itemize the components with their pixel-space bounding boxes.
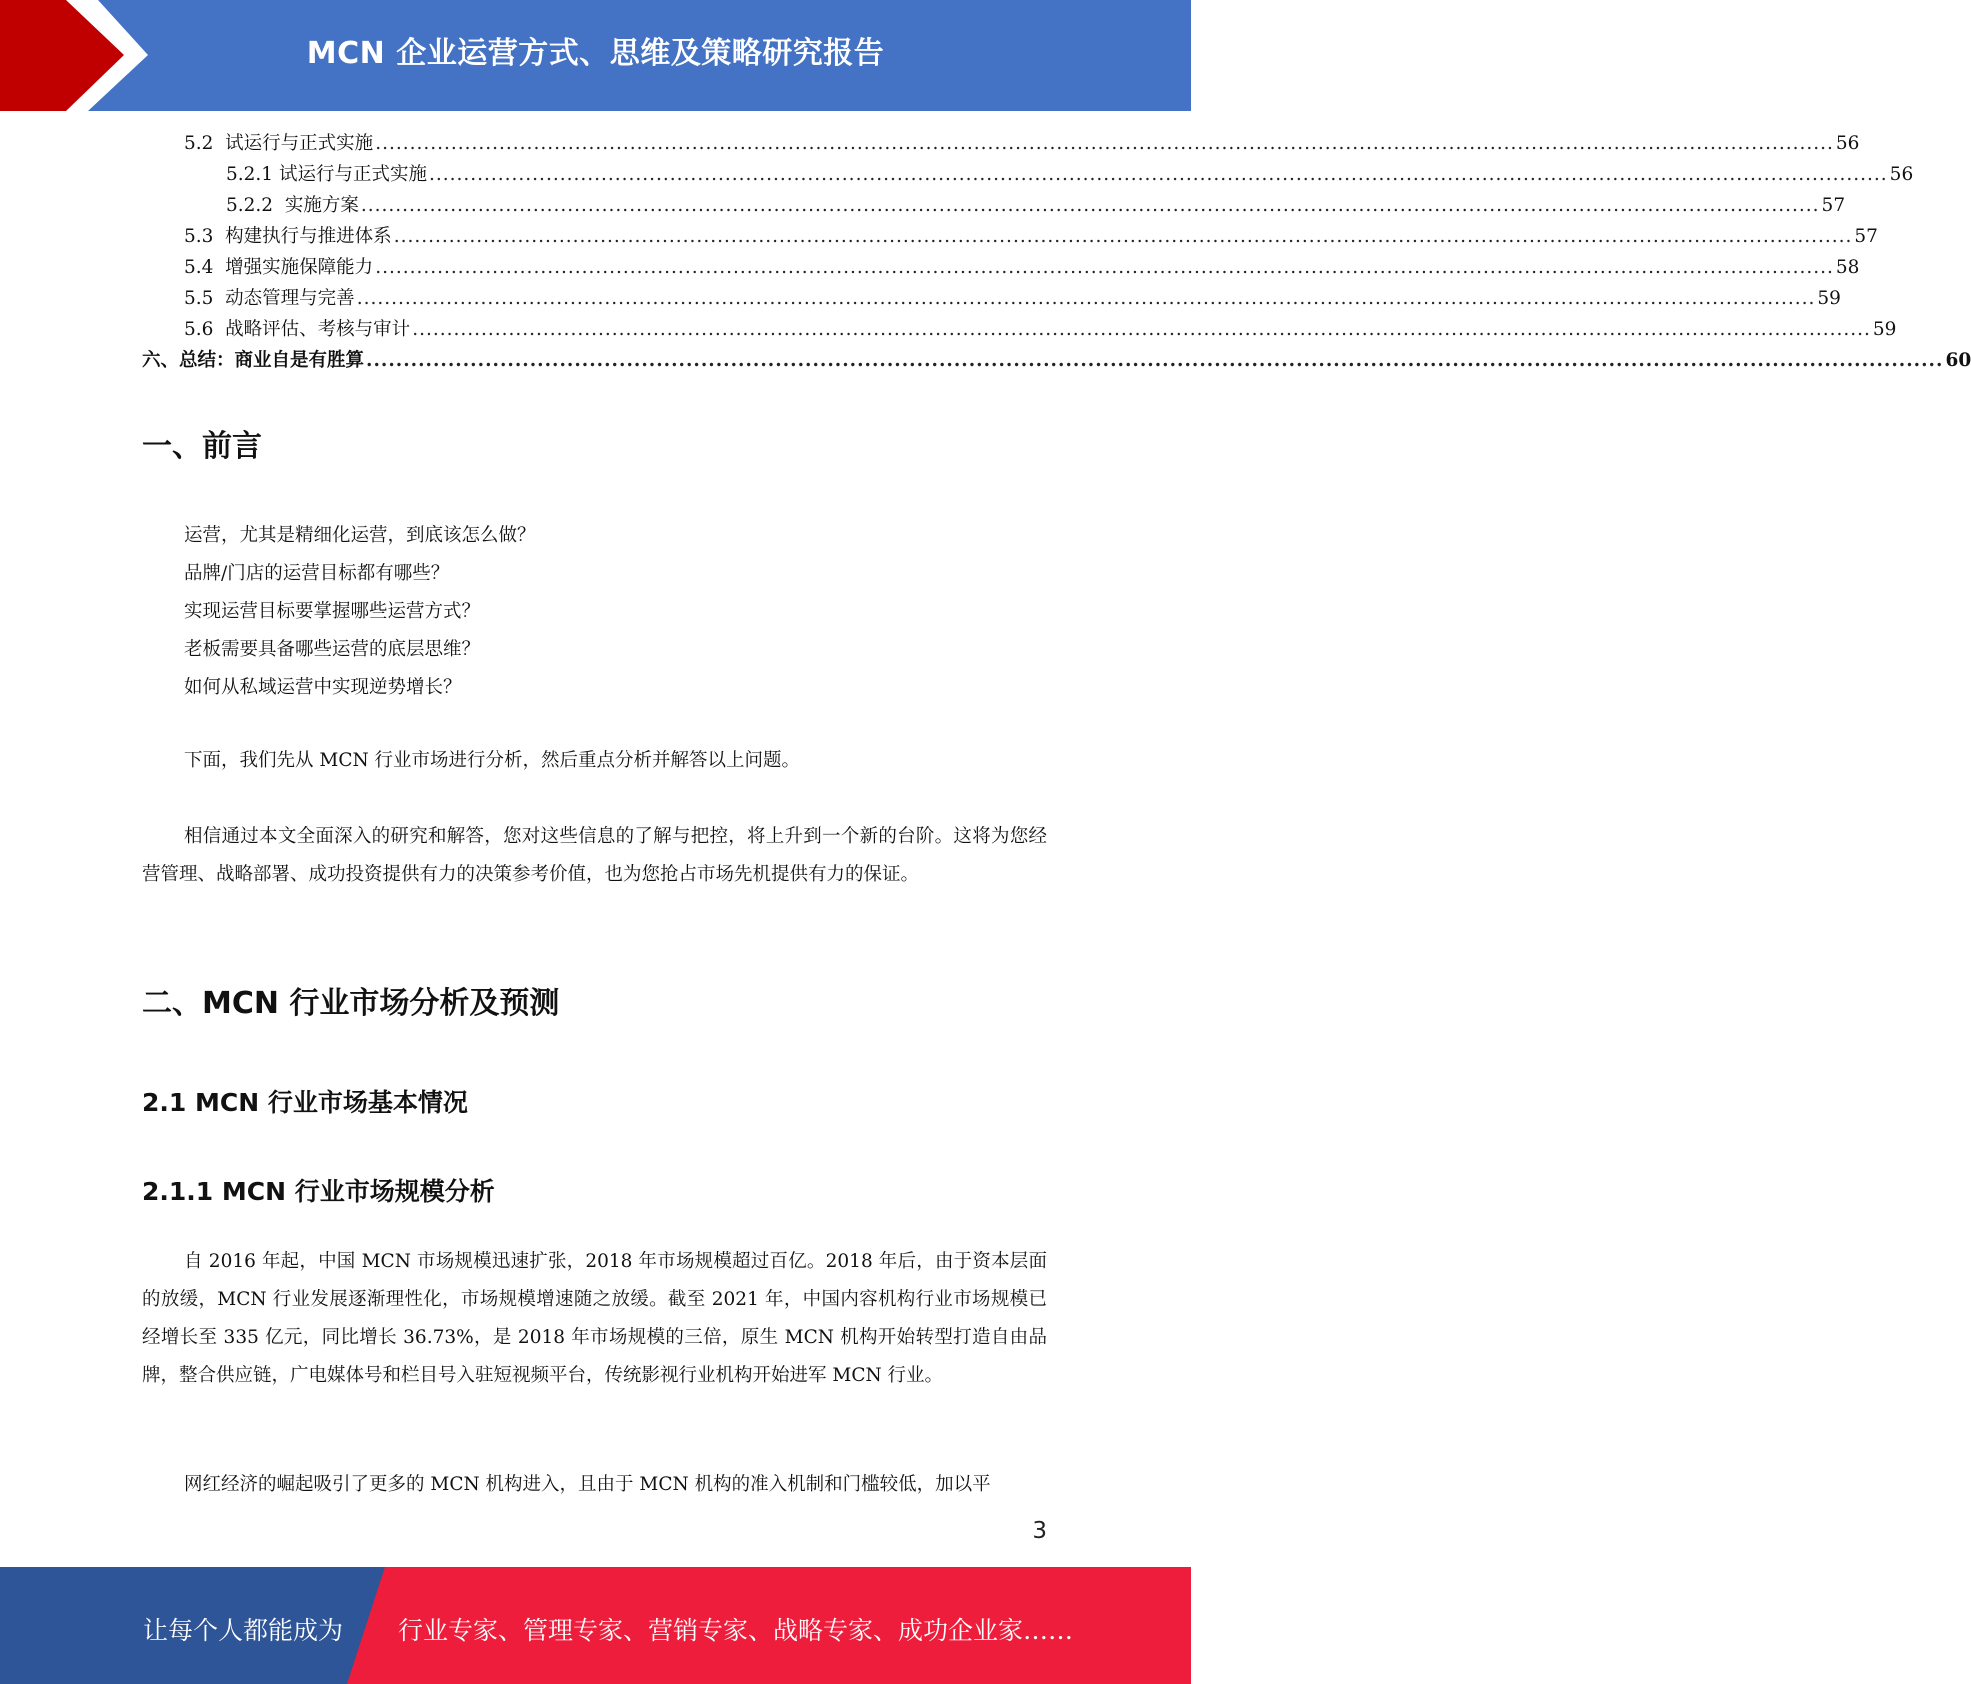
toc-leader: .................................................................................................................................................................................................................... — [360, 195, 1820, 216]
toc-entry[interactable] — [184, 283, 1841, 314]
question-line: 品牌/门店的运营目标都有哪些？ — [184, 563, 450, 584]
toc-leader: .................................................................................................................................................................................................................... — [428, 164, 1888, 185]
toc-entry-page: 59 — [1872, 319, 1897, 340]
toc-entry-label: 5.5 动态管理与完善 — [184, 288, 355, 309]
question-line: 老板需要具备哪些运营的底层思维？ — [184, 639, 481, 660]
toc-entry[interactable] — [226, 159, 1914, 190]
section-heading: 一、前言 — [142, 429, 262, 464]
toc-entry-label: 5.3 构建执行与推进体系 — [184, 226, 392, 247]
question-line: 运营，尤其是精细化运营，到底该怎么做？ — [184, 525, 536, 546]
toc-entry-page: 57 — [1821, 195, 1846, 216]
toc-entry-page: 57 — [1854, 226, 1878, 247]
toc-entry-label: 六、总结：商业自是有胜算 — [142, 350, 365, 371]
toc-leader: .................................................................................................................................................................................................................... — [356, 288, 1816, 309]
question-line: 如何从私域运营中实现逆势增长？ — [184, 677, 462, 698]
subsection-heading: 2.1.1 MCN 行业市场规模分析 — [142, 1177, 495, 1206]
toc-entry[interactable] — [142, 345, 1971, 376]
toc-entry-page: 59 — [1817, 288, 1841, 309]
toc-entry-label: 5.4 增强实施保障能力 — [184, 257, 374, 278]
toc-leader: .................................................................................................................................................................................................................... — [375, 257, 1834, 278]
paragraph: 下面，我们先从 MCN 行业市场进行分析，然后重点分析并解答以上问题。 — [184, 750, 801, 771]
toc-entry[interactable] — [184, 314, 1897, 345]
toc-entry-label: 5.6 战略评估、考核与审计 — [184, 319, 411, 340]
toc-leader: .................................................................................................................................................................................................................... — [412, 319, 1871, 340]
toc-entry-label: 5.2.2 实施方案 — [226, 195, 359, 216]
footer-slogan-right: 行业专家、管理专家、营销专家、战略专家、成功企业家…… — [398, 1616, 1074, 1645]
toc-entry[interactable] — [184, 221, 1878, 252]
footer-banner — [0, 1567, 1191, 1684]
header-title: MCN 企业运营方式、思维及策略研究报告 — [306, 36, 885, 71]
page-number: 3 — [1032, 1518, 1047, 1544]
toc-entry-label: 5.2 试运行与正式实施 — [184, 133, 374, 154]
section-heading: 二、MCN 行业市场分析及预测 — [142, 986, 560, 1021]
toc-entry-label: 5.2.1 试运行与正式实施 — [226, 164, 427, 185]
toc-entry[interactable] — [226, 190, 1846, 221]
paragraph: 自 2016 年起，中国 MCN 市场规模迅速扩张，2018 年市场规模超过百亿。2018 年后，由于资本层面的放缓，MCN 行业发展逐渐理性化，市场规模增速随之放缓。截至 2021 年，中国内容机构行业市场规模已经增长至 335 亿元，同比增长 36.73%，是 2018 年市场规模的三倍，原生 MCN 机构开始转型打造自由品牌，整合供应链，广电媒体号和栏目号入驻短视频平台，传统影视行业机构开始进军 MCN 行业。 — [142, 1251, 1047, 1386]
toc-entry-page: 56 — [1835, 133, 1860, 154]
paragraph: 相信通过本文全面深入的研究和解答，您对这些信息的了解与把控，将上升到一个新的台阶。这将为您经营管理、战略部署、成功投资提供有力的决策参考价值，也为您抢占市场先机提供有力的保证。 — [142, 826, 1047, 885]
question-line: 实现运营目标要掌握哪些运营方式？ — [184, 601, 481, 622]
toc-entry[interactable] — [184, 128, 1860, 159]
header-bar — [0, 0, 1191, 111]
toc-entry[interactable] — [184, 252, 1860, 283]
paragraph: 网红经济的崛起吸引了更多的 MCN 机构进入，且由于 MCN 机构的准入机制和门槛较低，加以平 — [184, 1474, 991, 1495]
toc-entry-page: 56 — [1889, 164, 1914, 185]
toc-entry-page: 60 — [1945, 350, 1971, 371]
toc-leader: .................................................................................................................................................................................................................... — [366, 350, 1944, 371]
footer-slogan-left: 让每个人都能成为 — [143, 1616, 344, 1645]
toc-leader: .................................................................................................................................................................................................................... — [375, 133, 1834, 154]
toc-leader: .................................................................................................................................................................................................................... — [393, 226, 1853, 247]
subsection-heading: 2.1 MCN 行业市场基本情况 — [142, 1088, 468, 1117]
toc-entry-page: 58 — [1835, 257, 1860, 278]
